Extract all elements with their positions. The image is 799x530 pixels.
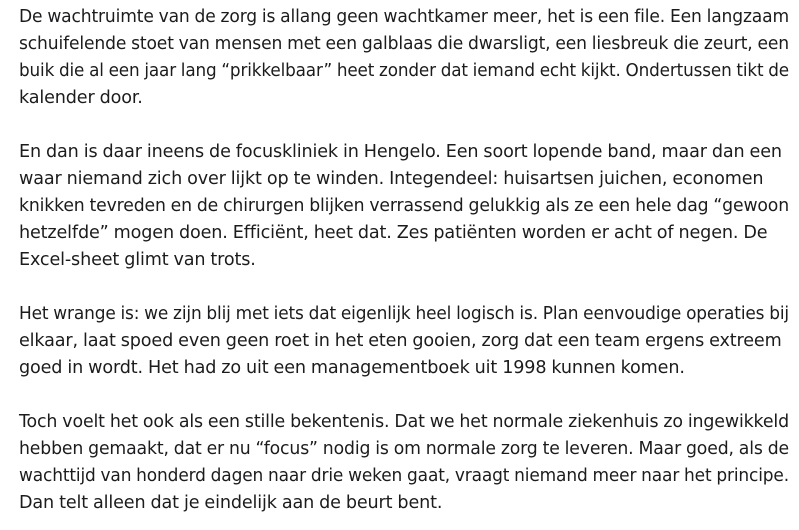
text-line: hetzelfde” mogen doen. Efficiënt, heet dat. Zes patiënten worden er acht of negen. De — [19, 223, 768, 243]
text-line: Excel-sheet glimt van trots. — [19, 250, 256, 270]
paragraph-focus-clinic — [19, 139, 789, 274]
text-line: Toch voelt het ook als een stille bekentenis. Dat we het normale ziekenhuis zo ingewikkeld — [19, 412, 789, 432]
paragraph-confession — [19, 409, 789, 517]
paragraph-bitter-truth — [19, 301, 789, 382]
paragraph-waiting-room — [19, 4, 789, 112]
text-line: En dan is daar ineens de focuskliniek in Hengelo. Een soort lopende band, maar dan een — [19, 142, 782, 162]
text-line: elkaar, laat spoed even geen roet in het eten gooien, zorg dat een team ergens extreem — [19, 331, 782, 351]
text-line: wachttijd van honderd dagen naar drie weken gaat, vraagt niemand meer naar het principe. — [19, 466, 789, 486]
text-line: schuifelende stoet van mensen met een galblaas die dwarsligt, een liesbreuk die zeurt, een — [19, 34, 789, 54]
text-line: De wachtruimte van de zorg is allang geen wachtkamer meer, het is een file. Een langzaam — [19, 7, 789, 27]
text-line: buik die al een jaar lang “prikkelbaar” heet zonder dat iemand echt kijkt. Ondertussen tikt de — [19, 61, 789, 81]
text-line: waar niemand zich over lijkt op te winden. Integendeel: huisartsen juichen, economen — [19, 169, 764, 189]
text-line: knikken tevreden en de chirurgen blijken verrassend gelukkig als ze een hele dag “gewoon — [19, 196, 789, 216]
text-line: Dan telt alleen dat je eindelijk aan de beurt bent. — [19, 493, 443, 513]
text-line: hebben gemaakt, dat er nu “focus” nodig is om normale zorg te leveren. Maar goed, als de — [19, 439, 789, 459]
text-line: Het wrange is: we zijn blij met iets dat eigenlijk heel logisch is. Plan eenvoudige operaties bij — [19, 304, 789, 324]
text-line: kalender door. — [19, 88, 143, 108]
article-body — [19, 4, 789, 517]
text-line: goed in wordt. Het had zo uit een managementboek uit 1998 kunnen komen. — [19, 358, 685, 378]
